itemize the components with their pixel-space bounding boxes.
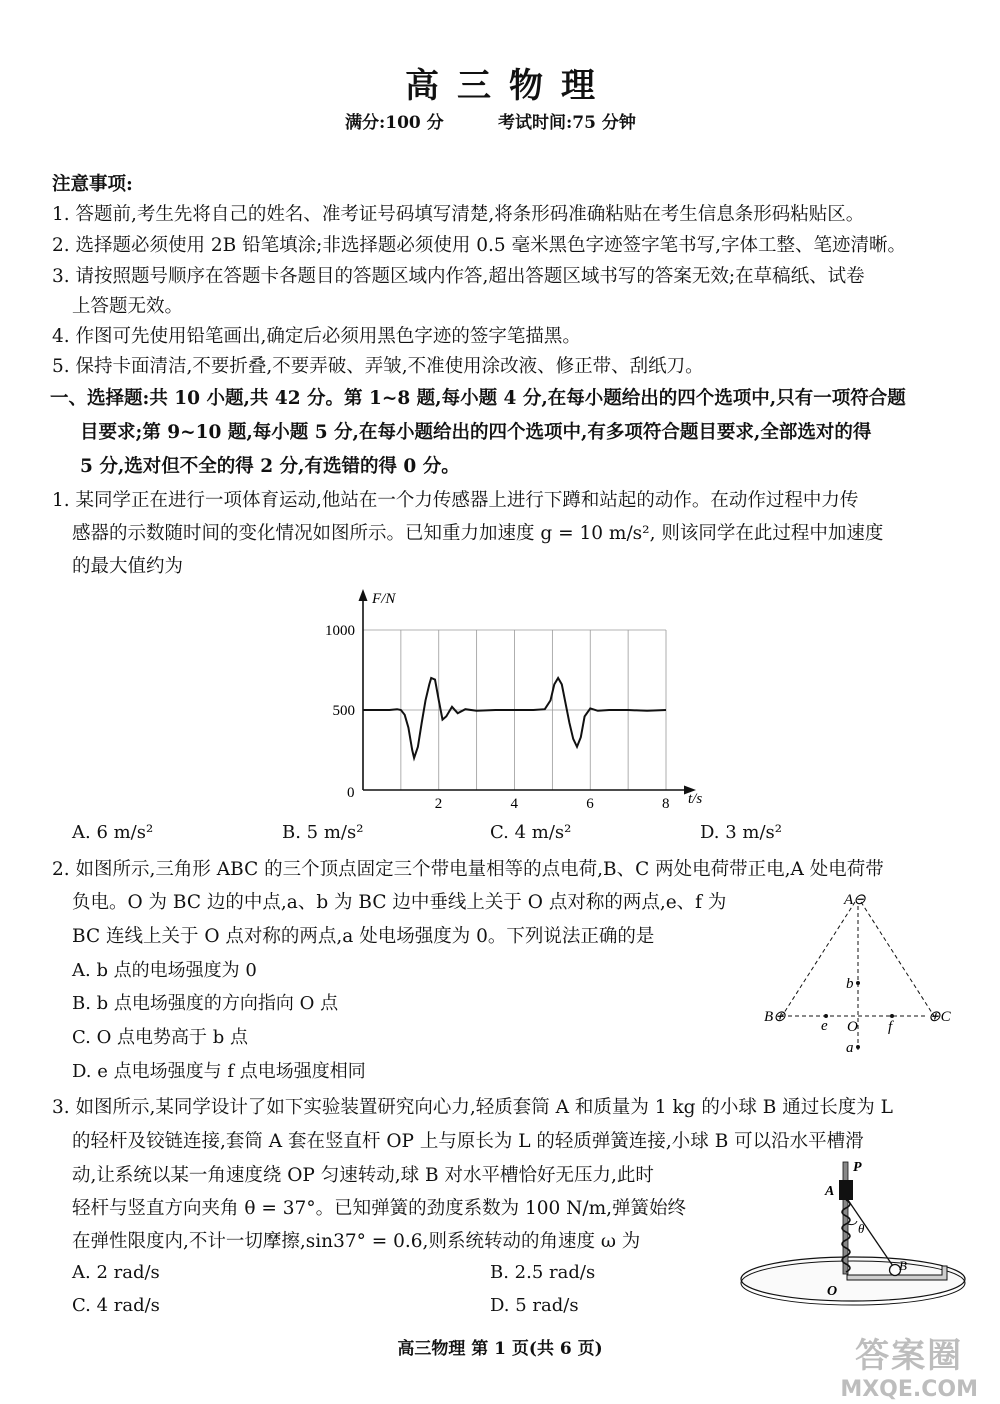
label-a: A: [825, 1184, 835, 1199]
q3-stem-line4: 轻杆与竖直方向夹角 θ = 37°。已知弹簧的劲度系数为 100 N/m,弹簧始终: [72, 1198, 686, 1219]
label-b: B: [899, 1258, 907, 1273]
label-c-charge: ⊕C: [928, 1009, 951, 1025]
y-axis-label: F/N: [372, 591, 396, 607]
q2-stem-line1: 2. 如图所示,三角形 ABC 的三个顶点固定三个带电量相等的点电荷,B、C 两处电荷带正电,A 处电荷带: [52, 859, 884, 880]
section-heading-line1: 一、选择题:共 10 小题,共 42 分。第 1~8 题,每小题 4 分,在每小题给出的四个选项中,只有一项符合题: [50, 388, 906, 409]
point-f-dot: [890, 1014, 894, 1018]
label-b-charge: B⊕: [764, 1009, 786, 1025]
q3-option-d: D. 5 rad/s: [490, 1295, 579, 1316]
x-tick-label: 6: [586, 796, 594, 812]
watermark-site: MXQE.COM: [840, 1377, 978, 1402]
label-o: O: [827, 1284, 838, 1299]
point-a-dot: [856, 1045, 860, 1049]
y-tick-label: 500: [332, 703, 355, 719]
q1-option-c: C. 4 m/s²: [490, 822, 572, 843]
q1-stem-line3: 的最大值约为: [72, 556, 184, 577]
edge-ac: [861, 902, 934, 1016]
watermark-brand: 答案圈: [855, 1336, 964, 1376]
q2-option-b: B. b 点电场强度的方向指向 O 点: [72, 993, 339, 1014]
sleeve-a: [839, 1180, 853, 1200]
q2-option-d: D. e 点电场强度与 f 点电场强度相同: [72, 1061, 366, 1082]
label-theta: θ: [858, 1221, 865, 1236]
label-a-charge: A⊖: [844, 892, 866, 908]
label-b: b: [846, 976, 854, 992]
q3-option-c: C. 4 rad/s: [72, 1295, 160, 1316]
y-axis-arrow: [359, 589, 368, 601]
rotating-apparatus-diagram: [735, 1158, 970, 1318]
triangle-charge-diagram: [760, 888, 960, 1068]
label-e: e: [821, 1018, 828, 1034]
origin-label: 0: [347, 785, 355, 801]
watermark-logo: [840, 1328, 978, 1402]
x-tick-label: 4: [510, 796, 518, 812]
q2-stem-line3: BC 连线上关于 O 点对称的两点,a 处电场强度为 0。下列说法正确的是: [72, 926, 655, 947]
section-heading-line3: 5 分,选对但不全的得 2 分,有选错的得 0 分。: [80, 456, 460, 477]
notes-heading: 注意事项:: [52, 174, 133, 195]
label-o: O: [847, 1019, 858, 1035]
exam-time: 考试时间:75 分钟: [498, 113, 636, 133]
edge-ab: [782, 902, 855, 1016]
label-f: f: [888, 1019, 893, 1035]
q1-option-d: D. 3 m/s²: [700, 822, 782, 843]
section-heading-line2: 目要求;第 9~10 题,每小题 5 分,在每小题给出的四个选项中,有多项符合题目要求,全部选对的得: [80, 422, 872, 443]
q2-option-c: C. O 点电势高于 b 点: [72, 1027, 249, 1048]
q3-option-a: A. 2 rad/s: [72, 1262, 160, 1283]
full-score: 满分:100 分: [345, 113, 444, 133]
note-2: 2. 选择题必须使用 2B 铅笔填涂;非选择题必须使用 0.5 毫米黑色字迹签字笔书写,字体工整、笔迹清晰。: [52, 235, 906, 256]
q3-stem-line3: 动,让系统以某一角速度绕 OP 匀速转动,球 B 对水平槽恰好无压力,此时: [72, 1165, 654, 1186]
q1-stem-line1: 1. 某同学正在进行一项体育运动,他站在一个力传感器上进行下蹲和站起的动作。在动作过程中力传: [52, 490, 859, 511]
force-time-chart: [300, 585, 720, 815]
page-title: 高三物理: [405, 66, 613, 106]
q3-stem-line5: 在弹性限度内,不计一切摩擦,sin37° = 0.6,则系统转动的角速度 ω 为: [72, 1231, 641, 1252]
q3-stem-line1: 3. 如图所示,某同学设计了如下实验装置研究向心力,轻质套筒 A 和质量为 1 kg 的小球 B 通过长度为 L: [52, 1097, 893, 1118]
note-1: 1. 答题前,考生先将自己的姓名、准考证号码填写清楚,将条形码准确粘贴在考生信息条形码粘贴区。: [52, 204, 865, 225]
label-p: P: [853, 1160, 862, 1175]
note-3-cont: 上答题无效。: [72, 296, 184, 317]
label-a: a: [846, 1040, 854, 1056]
q2-stem-line2: 负电。O 为 BC 边的中点,a、b 为 BC 边中垂线上关于 O 点对称的两点,e、f 为: [72, 892, 727, 913]
x-tick-label: 8: [662, 796, 670, 812]
q1-stem-line2: 感器的示数随时间的变化情况如图所示。已知重力加速度 g = 10 m/s², 则该同学在此过程中加速度: [72, 523, 884, 544]
note-5: 5. 保持卡面清洁,不要折叠,不要弄破、弄皱,不准使用涂改液、修正带、刮纸刀。: [52, 356, 704, 377]
x-tick-label: 2: [434, 796, 443, 812]
q2-option-a: A. b 点的电场强度为 0: [72, 960, 257, 981]
q3-stem-line2: 的轻杆及铰链连接,套筒 A 套在竖直杆 OP 上与原长为 L 的轻质弹簧连接,小球 B 可以沿水平槽滑: [72, 1131, 864, 1152]
q3-option-b: B. 2.5 rad/s: [490, 1262, 596, 1283]
q1-option-a: A. 6 m/s²: [72, 822, 154, 843]
point-b-dot: [856, 981, 860, 985]
x-axis-label: t/s: [688, 791, 703, 807]
note-3: 3. 请按照题号顺序在答题卡各题目的答题区域内作答,超出答题区域书写的答案无效;在草稿纸、试卷: [52, 266, 865, 287]
note-4: 4. 作图可先使用铅笔画出,确定后必须用黑色字迹的签字笔描黑。: [52, 326, 581, 347]
y-tick-label: 1000: [325, 623, 355, 639]
q1-option-b: B. 5 m/s²: [282, 822, 364, 843]
page-footer: 高三物理 第 1 页(共 6 页): [397, 1339, 603, 1359]
